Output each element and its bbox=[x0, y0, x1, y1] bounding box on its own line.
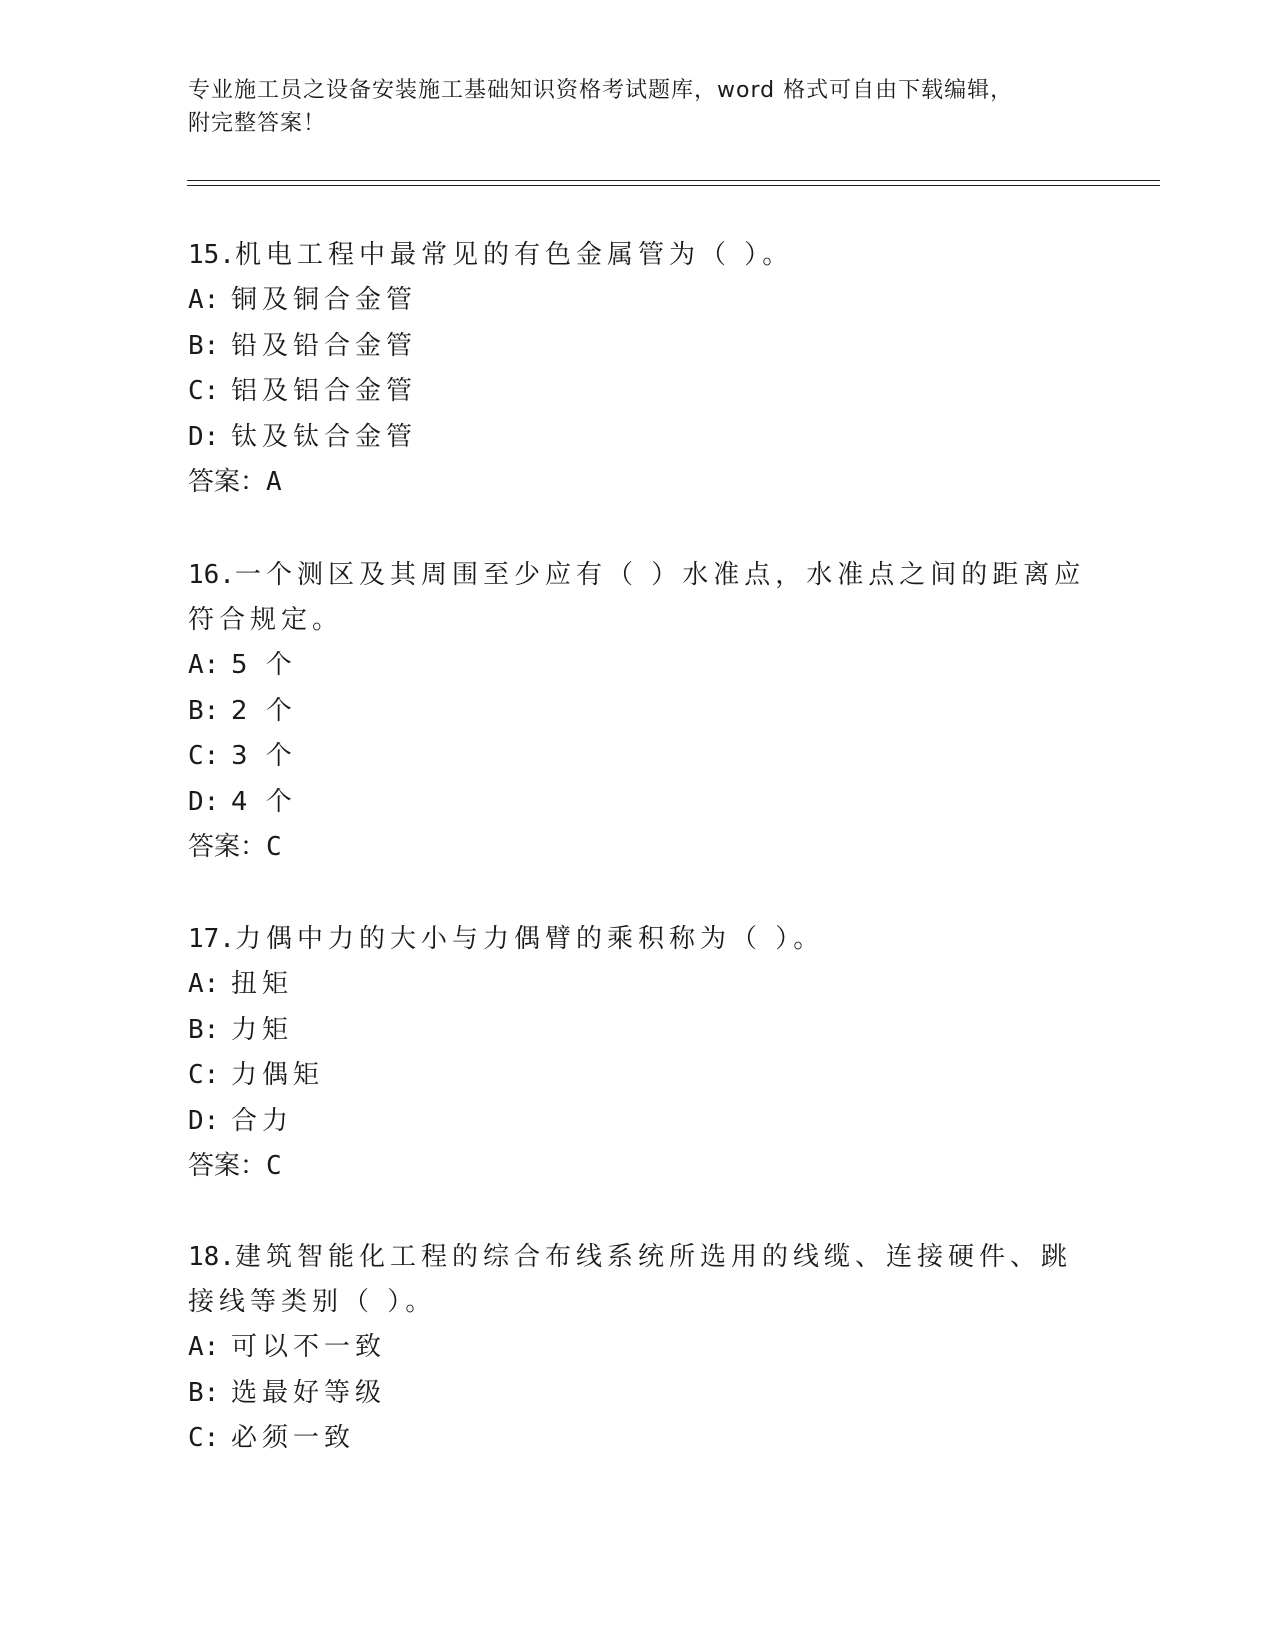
option-c bbox=[188, 369, 1088, 415]
option-c bbox=[188, 1416, 1088, 1462]
question-stem bbox=[188, 233, 1088, 278]
option-letter: A: bbox=[188, 1332, 220, 1362]
option-text: 扭矩 bbox=[231, 969, 294, 999]
answer-line bbox=[188, 825, 1088, 871]
option-letter: C: bbox=[188, 741, 220, 771]
answer-line bbox=[188, 1144, 1088, 1190]
question-stem bbox=[188, 553, 1088, 643]
header-line-2: 附完整答案！ bbox=[188, 111, 327, 136]
option-letter: C: bbox=[188, 1060, 220, 1090]
option-letter: A: bbox=[188, 285, 220, 315]
option-b bbox=[188, 689, 1088, 735]
option-letter: B: bbox=[188, 1377, 220, 1408]
header-line-1: 专业施工员之设备安装施工基础知识资格考试题库，word 格式可自由下载编辑， bbox=[188, 78, 1014, 103]
question-text: 一个测区及其周围至少应有（ ）水准点，水准点之间的距离应符合规定。 bbox=[188, 560, 1086, 635]
option-b bbox=[188, 324, 1088, 370]
question-text: 建筑智能化工程的综合布线系统所选用的线缆、连接硬件、跳接线等类别（ ）。 bbox=[188, 1242, 1072, 1317]
option-text: 力偶矩 bbox=[231, 1060, 325, 1090]
option-text: 可以不一致 bbox=[231, 1332, 387, 1362]
option-text: 2 个 bbox=[231, 695, 297, 726]
question-stem bbox=[188, 1235, 1088, 1325]
option-a bbox=[188, 278, 1088, 324]
question-number: 15. bbox=[188, 240, 235, 270]
option-letter: B: bbox=[188, 330, 220, 361]
answer-label: 答案： bbox=[188, 1151, 267, 1181]
option-letter: A: bbox=[188, 969, 220, 999]
document-header bbox=[188, 74, 1088, 140]
option-letter: D: bbox=[188, 1105, 220, 1136]
option-d bbox=[188, 780, 1088, 826]
question-text: 力偶中力的大小与力偶臂的乘积称为（ ）。 bbox=[234, 924, 825, 954]
option-a bbox=[188, 962, 1088, 1008]
option-letter: A: bbox=[188, 650, 220, 680]
option-d bbox=[188, 415, 1088, 461]
option-b bbox=[188, 1371, 1088, 1417]
header-divider-bottom bbox=[187, 185, 1160, 186]
option-text: 3 个 bbox=[231, 741, 297, 771]
option-letter: D: bbox=[188, 421, 220, 452]
question-number: 18. bbox=[188, 1242, 235, 1272]
option-text: 合力 bbox=[231, 1105, 294, 1136]
option-text: 铝及铝合金管 bbox=[231, 376, 418, 406]
answer-label: 答案： bbox=[188, 832, 267, 862]
option-c bbox=[188, 734, 1088, 780]
option-letter: C: bbox=[188, 376, 220, 406]
option-letter: B: bbox=[188, 1014, 220, 1045]
option-text: 力矩 bbox=[231, 1014, 294, 1045]
answer-line bbox=[188, 460, 1088, 506]
option-text: 必须一致 bbox=[231, 1423, 356, 1453]
option-c bbox=[188, 1053, 1088, 1099]
question-text: 机电工程中最常见的有色金属管为（ ）。 bbox=[234, 240, 794, 270]
option-a bbox=[188, 1325, 1088, 1371]
question-number: 16. bbox=[188, 560, 235, 590]
answer-value: A bbox=[266, 467, 282, 497]
option-d bbox=[188, 1099, 1088, 1145]
answer-value: C bbox=[266, 1151, 282, 1181]
header-divider-top bbox=[187, 180, 1160, 181]
answer-label: 答案： bbox=[188, 467, 267, 497]
option-text: 铅及铅合金管 bbox=[231, 330, 418, 361]
option-letter: D: bbox=[188, 786, 220, 817]
option-text: 5 个 bbox=[231, 650, 297, 680]
option-text: 铜及铜合金管 bbox=[231, 285, 418, 315]
question-stem bbox=[188, 917, 1088, 962]
question-number: 17. bbox=[188, 924, 235, 954]
option-text: 选最好等级 bbox=[231, 1377, 387, 1408]
option-b bbox=[188, 1008, 1088, 1054]
question-18 bbox=[188, 1235, 1088, 1462]
question-17 bbox=[188, 917, 1088, 1190]
answer-value: C bbox=[266, 832, 282, 862]
option-text: 钛及钛合金管 bbox=[231, 421, 418, 452]
option-letter: C: bbox=[188, 1423, 220, 1453]
question-16 bbox=[188, 553, 1088, 871]
option-letter: B: bbox=[188, 695, 220, 726]
question-15 bbox=[188, 233, 1088, 506]
option-a bbox=[188, 643, 1088, 689]
option-text: 4 个 bbox=[231, 786, 297, 817]
